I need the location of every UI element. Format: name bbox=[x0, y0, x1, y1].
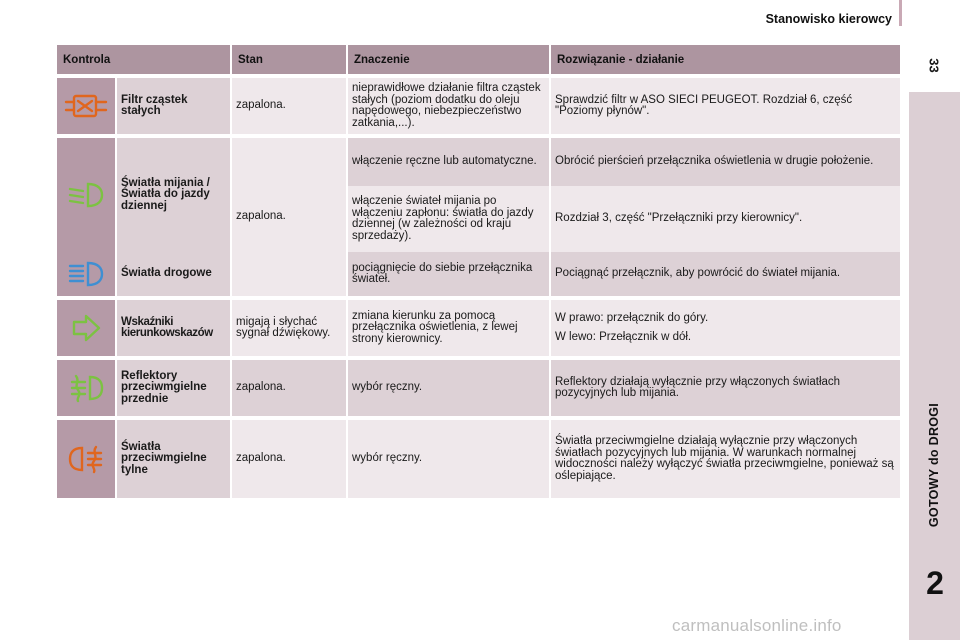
page-header-title: Stanowisko kierowcy bbox=[765, 12, 892, 26]
row-meaning: włączenie ręczne lub automatyczne. bbox=[348, 138, 551, 186]
row-state: zapalona. bbox=[232, 138, 348, 296]
table-row bbox=[57, 138, 902, 186]
row-action: Rozdział 3, część "Przełączniki przy kierownicy". bbox=[551, 186, 902, 252]
row-control-name: Światła przeciwmgielne tylne bbox=[117, 420, 232, 498]
row-action bbox=[551, 300, 902, 356]
row-icon-cell bbox=[57, 300, 117, 356]
table-row bbox=[57, 252, 902, 296]
chapter-number: 2 bbox=[926, 565, 944, 601]
front-fog-icon bbox=[66, 373, 106, 403]
turn-signal-icon bbox=[66, 313, 106, 343]
row-action: Sprawdzić filtr w ASO SIECI PEUGEOT. Rozdział 6, część "Poziomy płynów". bbox=[551, 78, 902, 134]
table-header-row bbox=[57, 45, 902, 74]
chapter-side-strip bbox=[909, 92, 960, 640]
row-control-name: Światła mijania / Światła do jazdy dziennej bbox=[117, 138, 232, 252]
row-action: Obrócić pierścień przełącznika oświetlenia w drugie położenie. bbox=[551, 138, 902, 186]
row-control-name: Wskaźniki kierunkowskazów bbox=[117, 300, 232, 356]
row-meaning: nieprawidłowe działanie filtra cząstek stałych (poziom dodatku do oleju napędowego, niebezpieczeństwo zatkania,...). bbox=[348, 78, 551, 134]
row-meaning: włączenie świateł mijania po włączeniu zapłonu: światła do jazdy dziennej (w zależności od kraju sprzedaży). bbox=[348, 186, 551, 252]
row-meaning: wybór ręczny. bbox=[348, 360, 551, 416]
row-state: zapalona. bbox=[232, 360, 348, 416]
rear-fog-icon bbox=[66, 444, 106, 474]
row-meaning: wybór ręczny. bbox=[348, 420, 551, 498]
table-row bbox=[57, 300, 902, 356]
row-control-name: Filtr cząstek stałych bbox=[117, 78, 232, 134]
row-action-left: W lewo: Przełącznik w dół. bbox=[555, 330, 692, 343]
column-header-meaning: Znaczenie bbox=[348, 45, 551, 74]
page-number: 33 bbox=[926, 58, 942, 73]
row-action: Reflektory działają wyłącznie przy włączonych światłach pozycyjnych lub mijania. bbox=[551, 360, 902, 416]
particle-filter-icon bbox=[63, 91, 109, 121]
row-action: Pociągnąć przełącznik, aby powrócić do świateł mijania. bbox=[551, 252, 902, 296]
row-meaning: pociągnięcie do siebie przełącznika świateł. bbox=[348, 252, 551, 296]
row-action-right: W prawo: przełącznik do góry. bbox=[555, 312, 709, 324]
row-state: zapalona. bbox=[232, 420, 348, 498]
row-icon-cell bbox=[57, 360, 117, 416]
row-control-name: Reflektory przeciwmgielne przednie bbox=[117, 360, 232, 416]
column-header-control: Kontrola bbox=[57, 45, 232, 74]
row-icon-cell bbox=[57, 78, 117, 134]
chapter-label: GOTOWY do DROGI bbox=[927, 402, 941, 528]
row-icon-cell bbox=[57, 420, 117, 498]
high-beam-icon bbox=[66, 259, 106, 289]
row-state: migają i słychać sygnał dźwiękowy. bbox=[232, 300, 348, 356]
row-icon-cell bbox=[57, 252, 117, 296]
row-icon-cell bbox=[57, 138, 117, 252]
column-header-action: Rozwiązanie - działanie bbox=[551, 45, 902, 74]
warning-lights-table bbox=[57, 45, 902, 498]
header-rule bbox=[899, 0, 902, 26]
low-beam-icon bbox=[66, 180, 106, 210]
table-row bbox=[57, 420, 902, 498]
row-state: zapalona. bbox=[232, 78, 348, 134]
row-control-name: Światła drogowe bbox=[117, 252, 232, 296]
watermark: carmanualsonline.info bbox=[672, 616, 842, 635]
row-action: Światła przeciwmgielne działają wyłącznie przy włączonych światłach pozycyjnych lub mijania. W warunkach normalnej widoczności należy wyłączyć światła przeciwmgielne, ponieważ są oślepiające. bbox=[551, 420, 902, 498]
column-header-state: Stan bbox=[232, 45, 348, 74]
table-row bbox=[57, 78, 902, 134]
table-row bbox=[57, 360, 902, 416]
row-meaning: zmiana kierunku za pomocą przełącznika oświetlenia, z lewej strony kierownicy. bbox=[348, 300, 551, 356]
